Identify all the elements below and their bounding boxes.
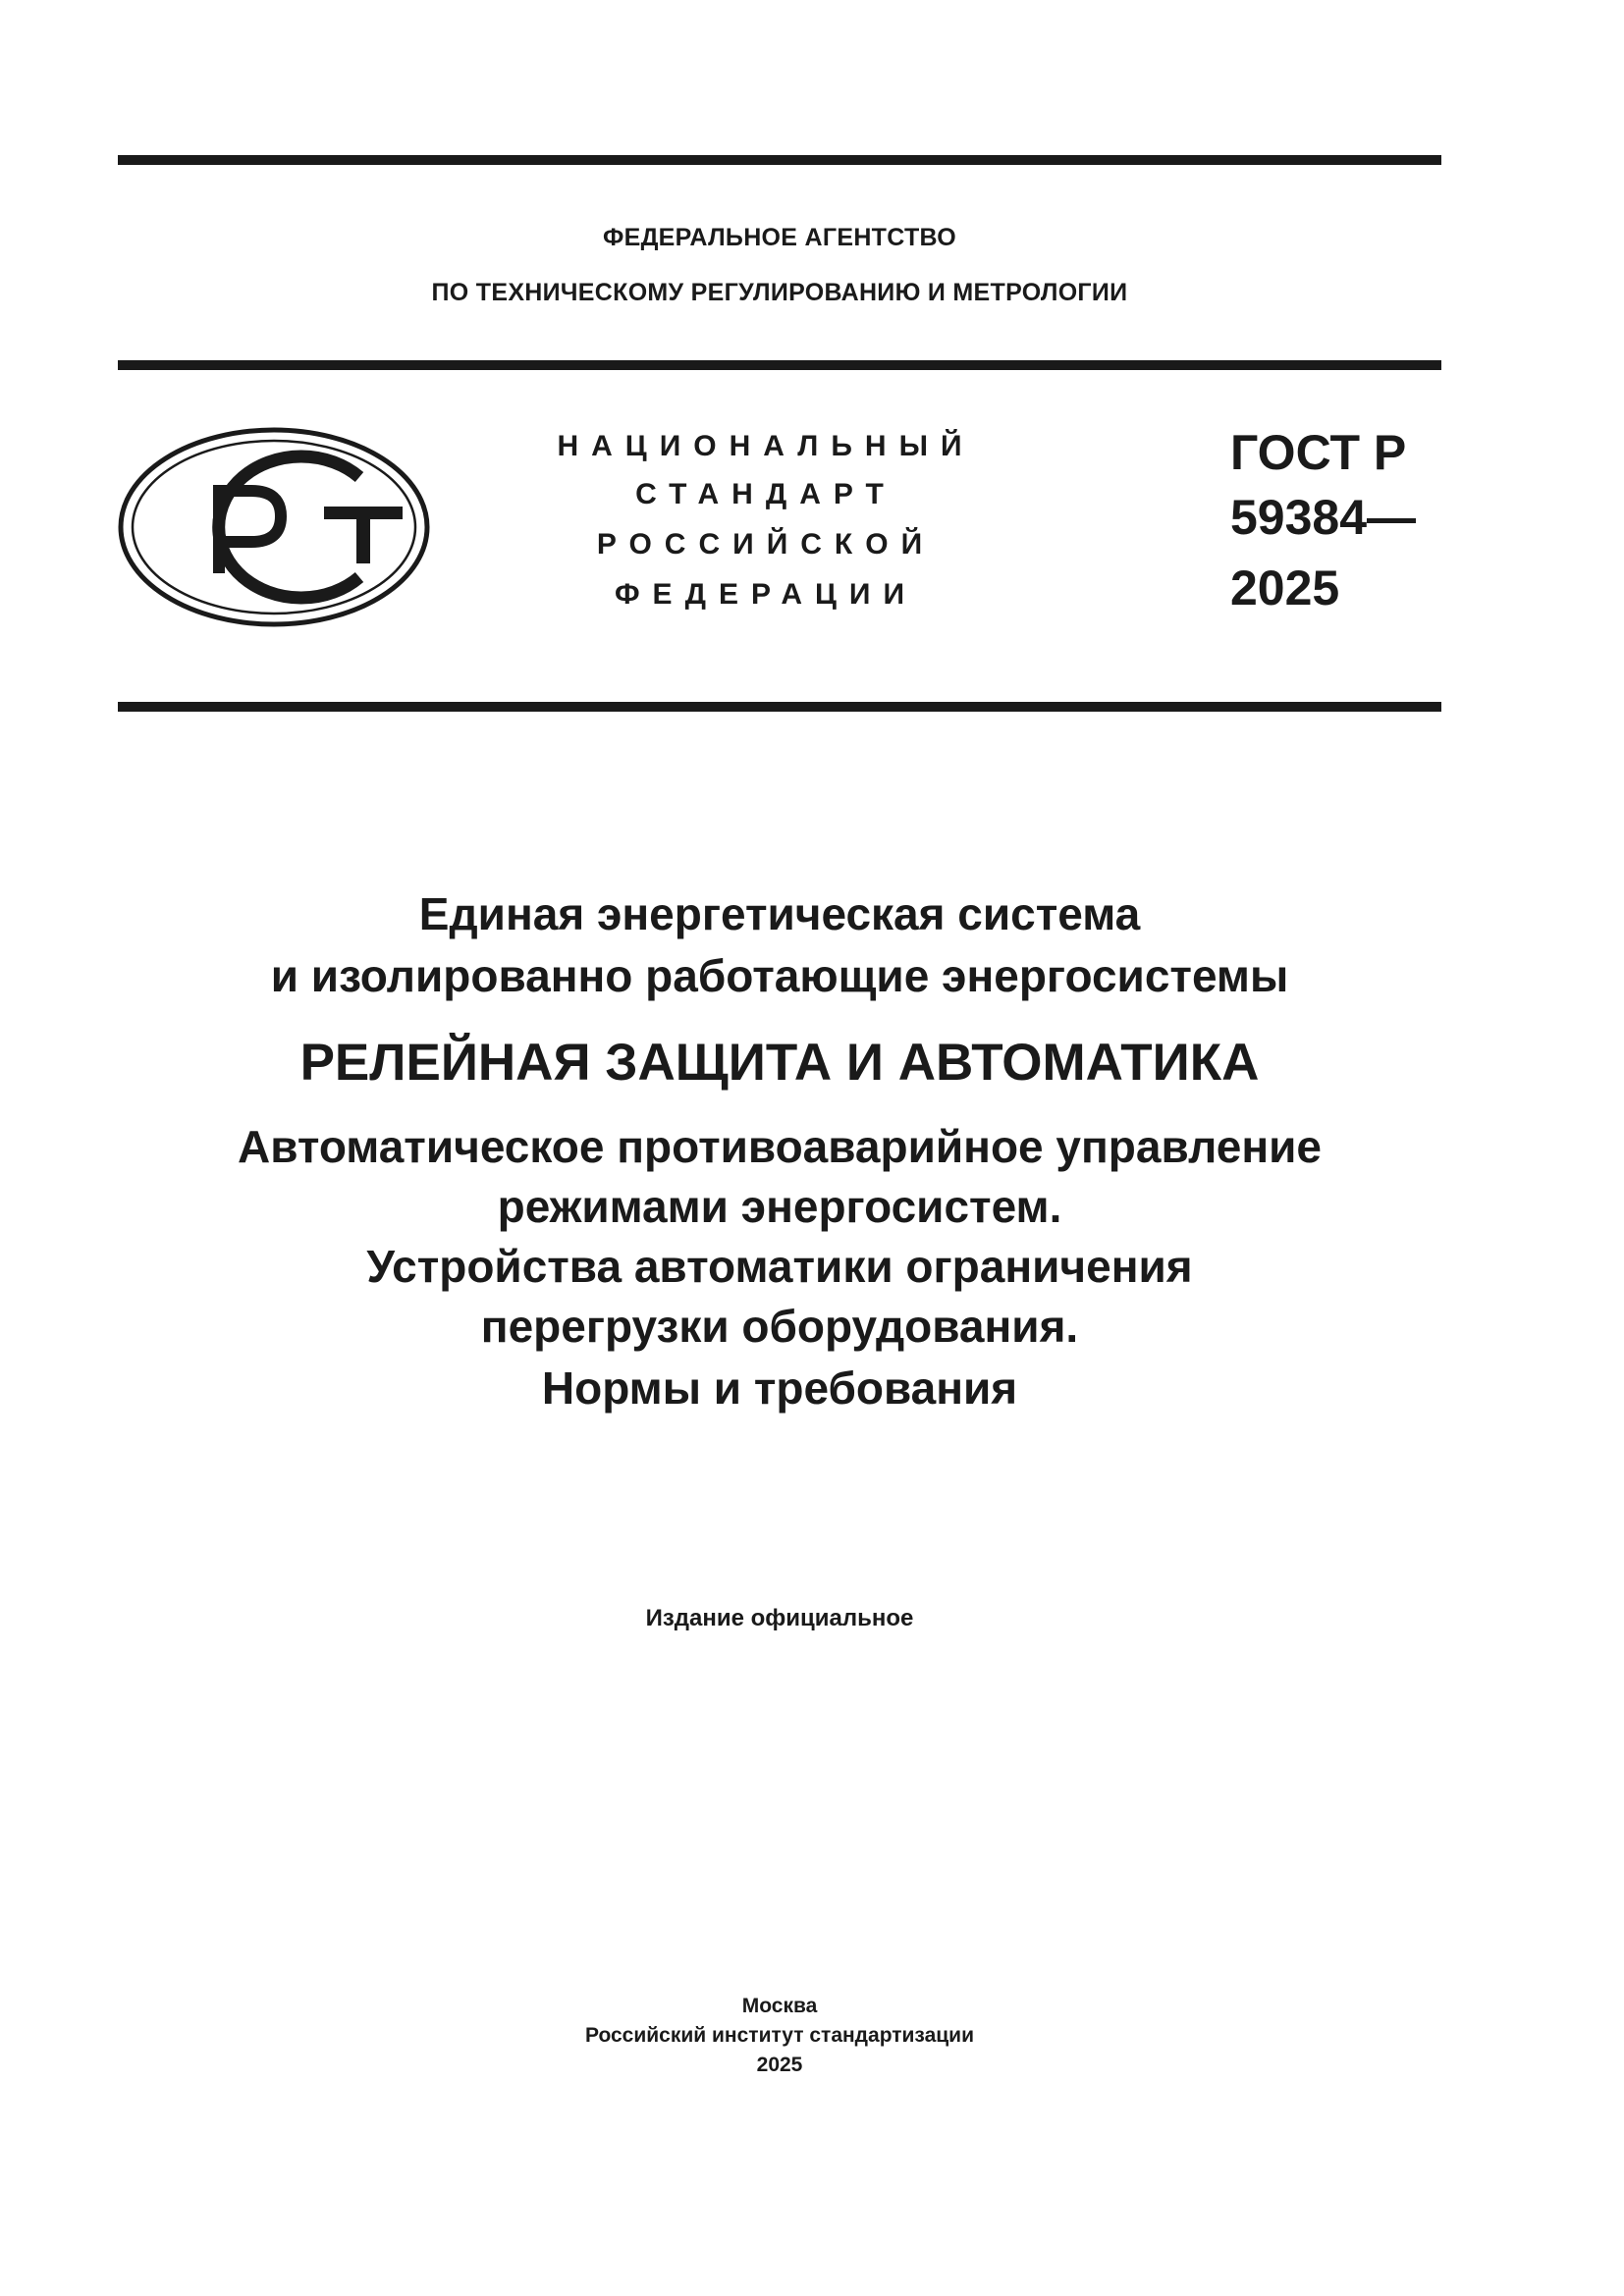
rst-mark-icon [116,426,432,628]
national-standard-line-3: РОССИЙСКОЙ [596,528,936,561]
header-rule [118,360,1441,370]
title-part2: РЕЛЕЙНАЯ ЗАЩИТА И АВТОМАТИКА [299,1034,1260,1092]
title-part3-line-2: режимами энергосистем. [497,1181,1062,1232]
edition-label: Издание официальное [645,1605,914,1631]
national-standard-line-2: СТАНДАРТ [635,478,896,510]
agency-line-2: ПО ТЕХНИЧЕСКОМУ РЕГУЛИРОВАНИЮ И МЕТРОЛОГИИ [431,279,1128,306]
title-part1-line-2: и изолированно работающие энергосистемы [270,950,1289,1001]
national-standard-line-4: ФЕДЕРАЦИИ [614,578,918,611]
title-part3-line-4: перегрузки оборудования. [480,1301,1079,1352]
masthead-bottom-rule [118,702,1441,712]
title-part3-line-5: Нормы и требования [541,1362,1018,1414]
imprint-year: 2025 [756,2054,803,2076]
title-part3-line-3: Устройства автоматики ограничения [366,1241,1193,1292]
title-part3-line-1: Автоматическое противоаварийное управление [238,1121,1322,1172]
designation-line-1: ГОСТ Р [1230,425,1407,480]
imprint-publisher: Российский институт стандартизации [584,2024,975,2047]
designation-line-2: 59384— [1230,490,1417,545]
agency-line-1: ФЕДЕРАЛЬНОЕ АГЕНТСТВО [602,224,957,251]
imprint-city: Москва [741,1995,818,2017]
title-part1-line-1: Единая энергетическая система [418,888,1141,939]
designation-line-3: 2025 [1230,561,1340,615]
national-standard-line-1: НАЦИОНАЛЬНЫЙ [557,430,975,462]
top-rule [118,155,1441,165]
